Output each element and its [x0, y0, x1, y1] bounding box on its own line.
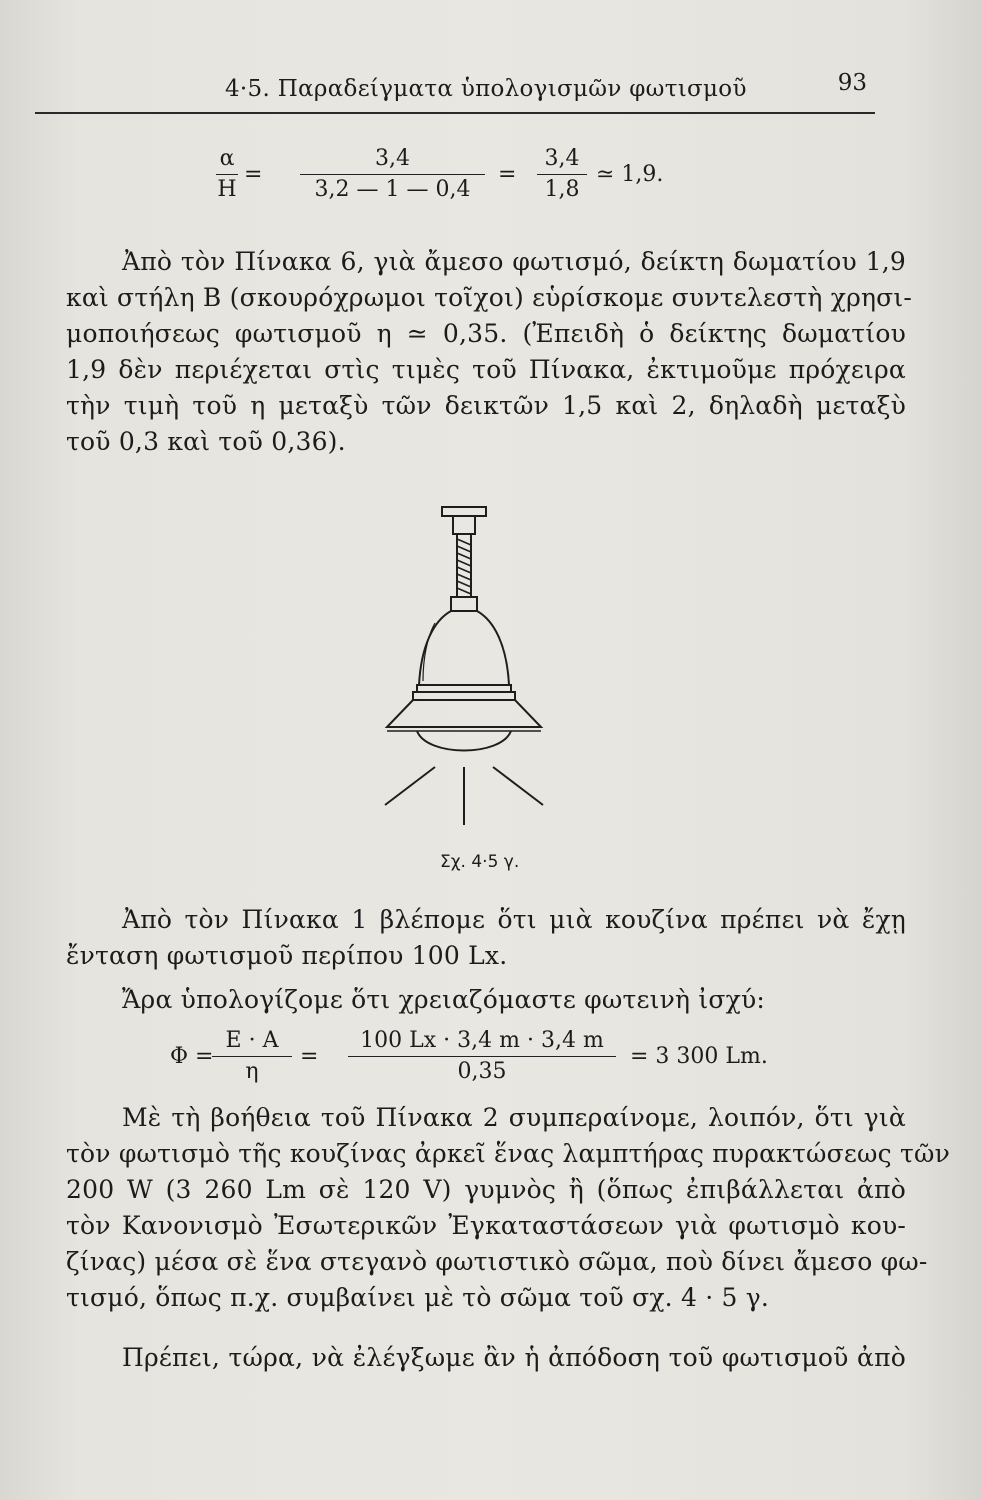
text-line: Ἀπὸ τὸν Πίνακα 1 βλέπομε ὅτι μιὰ κουζίνα πρέπει νὰ ἔχῃ [122, 905, 906, 934]
glass-globe [417, 731, 511, 751]
pendant-lamp-figure [375, 505, 595, 850]
equals-sign: = [498, 162, 517, 187]
text-line: Μὲ τὴ βοήθεια τοῦ Πίνακα 2 συμπεραίνομε, λοιπόν, ὅτι γιὰ [122, 1103, 906, 1132]
approx-result: ≃ 1,9. [596, 162, 664, 187]
text-line: τὸν Κανονισμὸ Ἐσωτερικῶν Ἐγκαταστάσεων γιὰ φωτισμὸ κου- [66, 1211, 906, 1240]
paragraph-check [66, 1340, 906, 1376]
fraction-denominator: 3,2 — 1 — 0,4 [314, 177, 471, 202]
page-number: 93 [837, 70, 867, 96]
lamp-holder [451, 597, 477, 611]
equals-sign: = [300, 1044, 319, 1069]
paragraph-lamp-choice [66, 1100, 950, 1316]
light-ray-left [385, 767, 435, 805]
text-line: Ἀπὸ τὸν Πίνακα 6, γιὰ ἄμεσο φωτισμό, δείκτη δωματίου 1,9 [122, 247, 906, 276]
fraction-ratio-1 [300, 148, 485, 201]
shade-highlight [423, 623, 435, 681]
equals-sign: = [244, 162, 263, 187]
paragraph-illuminance [66, 902, 906, 974]
text-line: τὸν φωτισμὸ τῆς κουζίνας ἀρκεῖ ἕνας λαμπτήρας πυρακτώσεως τῶν [66, 1139, 950, 1168]
shade-band-upper [417, 685, 511, 692]
lamp-brim [387, 700, 541, 727]
paragraph-flux-intro [66, 982, 906, 1018]
fraction-ratio-2 [537, 148, 587, 201]
text-line: μοποιήσεως φωτισμοῦ η ≃ 0,35. (Ἐπειδὴ ὁ δείκτης δωματίου [66, 319, 906, 348]
text-line: τὴν τιμὴ τοῦ η μεταξὺ τῶν δεικτῶν 1,5 καὶ 2, δηλαδὴ μεταξὺ [66, 391, 906, 420]
fraction-denominator: 0,35 [457, 1059, 507, 1084]
ceiling-canopy [442, 507, 486, 516]
fraction-numerator: 3,4 [537, 148, 587, 175]
fraction-flux-values [348, 1030, 616, 1083]
text-line: 200 W (3 260 Lm σὲ 120 V) γυμνὸς ἢ (ὅπως ἐπιβάλλεται ἀπὸ [66, 1175, 906, 1204]
cord-twist [457, 539, 471, 594]
flux-result: = 3 300 Lm. [630, 1044, 768, 1069]
figure-caption: Σχ. 4·5 γ. [440, 852, 520, 872]
dome-shade [419, 611, 509, 685]
text-line: 1,9 δὲν περιέχεται στὶς τιμὲς τοῦ Πίνακα, ἐκτιμοῦμε πρόχειρα [66, 355, 906, 384]
text-line: Ἄρα ὑπολογίζομε ὅτι χρειαζόμαστε φωτεινὴ ἰσχύ: [122, 985, 766, 1014]
text-line: καὶ στήλη Β (σκουρόχρωμοι τοῖχοι) εὑρίσκομε συντελεστὴ χρησι- [66, 283, 913, 312]
paragraph-coefficient [66, 244, 913, 460]
fraction-denominator: η [245, 1059, 259, 1084]
fraction-denominator: 1,8 [544, 177, 580, 202]
fraction-numerator: E · A [212, 1030, 292, 1057]
shade-band-lower [413, 692, 515, 700]
section-title: 4·5. Παραδείγματα ὑπολογισμῶν φωτισμοῦ [225, 76, 747, 102]
fraction-numerator: 100 Lx · 3,4 m · 3,4 m [348, 1030, 616, 1057]
light-ray-right [493, 767, 543, 805]
equation-lhs: Φ = [170, 1044, 214, 1069]
fraction-ea-eta [212, 1030, 292, 1083]
fraction-numerator: α [216, 148, 238, 175]
text-line: τισμό, ὅπως π.χ. συμβαίνει μὲ τὸ σῶμα τοῦ σχ. 4 · 5 γ. [66, 1283, 770, 1312]
fraction-numerator: 3,4 [300, 148, 485, 175]
canopy-stem [453, 516, 475, 534]
text-line: τοῦ 0,3 καὶ τοῦ 0,36). [66, 427, 346, 456]
fraction-alpha-h [216, 148, 238, 201]
fraction-denominator: H [217, 177, 237, 202]
text-line: ἔνταση φωτισμοῦ περίπου 100 Lx. [66, 941, 508, 970]
running-header [35, 70, 875, 114]
text-line: ζίνας) μέσα σὲ ἕνα στεγανὸ φωτιστικὸ σῶμα, ποὺ δίνει ἄμεσο φω- [66, 1247, 928, 1276]
text-line: Πρέπει, τώρα, νὰ ἐλέγξωμε ἂν ἡ ἀπόδοση τοῦ φωτισμοῦ ἀπὸ [122, 1343, 906, 1372]
